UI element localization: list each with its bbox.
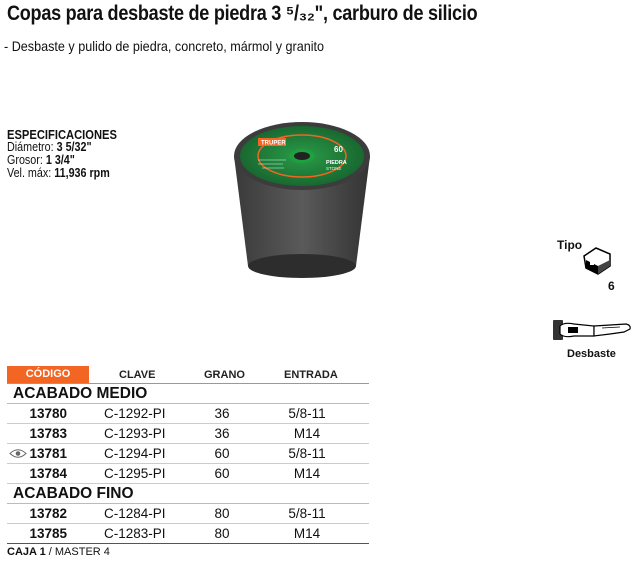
row-code: 13783 xyxy=(29,426,67,441)
row-entrada: M14 xyxy=(293,466,321,481)
spec-diameter: Diámetro: 3 5/32" xyxy=(7,140,92,154)
svg-text:STONE: STONE xyxy=(326,166,342,171)
product-image xyxy=(228,112,376,284)
product-table xyxy=(7,366,369,544)
table-row xyxy=(7,444,369,464)
row-clave: C-1295-PI xyxy=(104,466,166,481)
row-code: 13781 xyxy=(29,446,67,461)
angle-grinder-icon xyxy=(550,318,632,346)
specs-heading: ESPECIFICACIONES xyxy=(7,127,117,142)
tipo-number: 6 xyxy=(608,279,615,293)
tipo-label: Tipo xyxy=(557,238,583,252)
row-grano: 80 xyxy=(214,506,230,521)
row-grano: 36 xyxy=(214,426,230,441)
page-title: Copas para desbaste de piedra 3 ⁵/₃₂", carburo de silicio xyxy=(7,2,478,25)
svg-text:TRUPER: TRUPER xyxy=(261,140,286,147)
header-clave: CLAVE xyxy=(119,369,156,381)
row-clave: C-1292-PI xyxy=(104,406,166,421)
spec-thickness: Grosor: 1 3/4" xyxy=(7,153,75,167)
product-description: - Desbaste y pulido de piedra, concreto, mármol y granito xyxy=(4,38,325,54)
row-entrada: 5/8-11 xyxy=(288,446,326,461)
row-grano: 36 xyxy=(214,406,230,421)
header-entrada: ENTRADA xyxy=(284,369,338,381)
row-code: 13780 xyxy=(29,406,67,421)
spec-max-speed: Vel. máx: 11,936 rpm xyxy=(7,166,110,180)
section-acabado-medio: ACABADO MEDIO xyxy=(7,384,369,404)
row-entrada: 5/8-11 xyxy=(288,506,326,521)
row-code: 13782 xyxy=(29,506,67,521)
header-code: CÓDIGO xyxy=(7,366,89,383)
row-grano: 60 xyxy=(214,446,230,461)
row-clave: C-1284-PI xyxy=(104,506,166,521)
row-grano: 80 xyxy=(214,526,230,541)
row-code: 13784 xyxy=(29,466,67,481)
row-entrada: M14 xyxy=(293,426,321,441)
caja-label: CAJA 1 xyxy=(7,546,46,558)
row-entrada: M14 xyxy=(293,526,321,541)
specifications xyxy=(7,128,117,180)
row-clave: C-1293-PI xyxy=(104,426,166,441)
eye-icon[interactable] xyxy=(9,448,27,459)
table-row xyxy=(7,404,369,424)
table-row xyxy=(7,524,369,544)
master-label: / MASTER 4 xyxy=(48,546,110,558)
packaging-info xyxy=(7,546,110,558)
row-clave: C-1294-PI xyxy=(104,446,166,461)
cup-type-icon xyxy=(580,244,614,276)
table-header xyxy=(7,366,369,384)
svg-text:60: 60 xyxy=(334,145,343,154)
use-label: Desbaste xyxy=(567,348,616,360)
row-code: 13785 xyxy=(29,526,67,541)
section-acabado-fino: ACABADO FINO xyxy=(7,484,369,504)
svg-text:PIEDRA: PIEDRA xyxy=(326,160,347,166)
table-row xyxy=(7,504,369,524)
header-grano: GRANO xyxy=(204,369,245,381)
table-row xyxy=(7,424,369,444)
row-grano: 60 xyxy=(214,466,230,481)
table-row xyxy=(7,464,369,484)
row-entrada: 5/8-11 xyxy=(288,406,326,421)
row-clave: C-1283-PI xyxy=(104,526,166,541)
